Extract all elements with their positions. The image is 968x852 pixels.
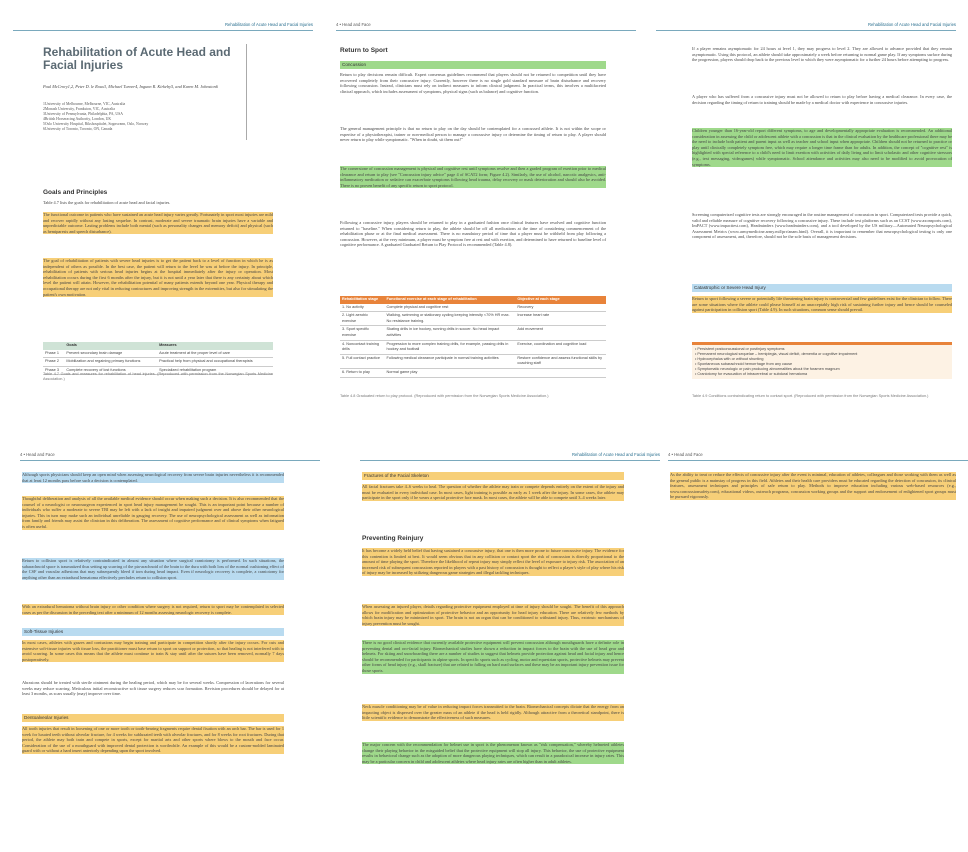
table-cell: Complete recovery of lost functions [64, 366, 157, 375]
paragraph: If a player remains asymptomatic for 24 hours at level 1, they may progress to level 2. They are allowed to advance provided that they remain asymptomatic. Using this protocol, an athlete should take approximately a week before returning to normal game play. If any symptoms surface during the progression, players should drop back to the previous level to which they were asymptomatic for a further 24 hours before attempting to progress. [692, 46, 952, 63]
table-cell [515, 368, 606, 377]
table-header: Objective at each stage [515, 296, 606, 304]
table-cell: Phase 1 [43, 350, 64, 358]
table-cell: Skating drills in ice hockey, running drills in soccer. No head impact activities [385, 326, 516, 340]
table-row [340, 354, 606, 368]
paragraph: All facial fractures take 4–6 weeks to heal. The question of whether the athlete may train or compete depends entirely on the extent of the injury and must be evaluated in every individual case. In most cases, light training is possible as early as 1 week after the injury. In some cases, the athlete may participate in the sport only if he wears a special protective face mask. In most cases, the athlete will be able to compete until 3–4 weeks later. [362, 484, 624, 501]
table-row [43, 358, 273, 367]
section-heading: Return to Sport [340, 47, 388, 54]
table-row [43, 350, 273, 358]
table-cell: Mobilization and regaining primary functions [64, 358, 157, 367]
table-cell: Increase heart rate [515, 312, 606, 326]
paragraph: A player who has suffered from a concussive injury must not be allowed to return to play before having a medical clearance. In every case, the decision regarding the timing of return to training should be made by a medical doctor with experience in concussive injuries. [692, 94, 952, 105]
page-4 [20, 452, 320, 847]
table-cell: 5. Full contact practice [340, 354, 385, 368]
paragraph: All tooth injuries that result in loosening of one or more tooth or tooth-bearing fragments require dental fixation with an arch bar. The bar is used for 1 week for luxated teeth without alveolar fracture, for 4 weeks for subluxated teeth with alveolar fractures, and for 8 weeks for root fractures. During that period, the athlete may both train and compete in sports, except for martial arts and other sports where blows to the mouth and face occur. Consideration of the use of a mouthguard with improved dental protection is worthwhile. An example of this would be a custom-molded laminated guard with or without a hard insert anteriorly depending upon the sport involved. [22, 726, 284, 754]
paragraph: When assessing an injured player, details regarding protective equipment employed at time of injury should be sought. The benefit of this approach allows for modification and optimization of protective behavior and an opportunity for head injury education. There are relatively few methods by which brain injury may be minimized in sport. The brain is not an organ that can be conditioned to withstand injury. Thus, extrinsic mechanisms of injury prevention must be sought. [362, 604, 624, 626]
table-cell: 2. Light aerobic exercise [340, 312, 385, 326]
authors: Paul McCrory1,2, Peter D. le Roux3, Michael Turner4, Ingunn R. Kirkeby5, and Karen M. Johnston6 [43, 84, 218, 89]
paragraph: The goal of rehabilitation of patients with severe head injuries is to get the patient back to a level of function in which he is as independent of others as possible. In the best case, the patient will return to the level he was at before the injury. In principle, rehabilitation of patients with serious head injuries begins at the hospital immediately after the injury or operation. Most rehabilitation occurs during the first 6 months after the injury, but it is not until a year later that there is any certainty about which level the patient will attain. However, the rehabilitation potential of many patients extends beyond one year. Physical therapy and occupational therapy are not only vital in reducing contractures and improving strength in the extremities, but also for stimulating the patient's own motivation. [43, 258, 273, 297]
table-row [340, 340, 606, 354]
page-6 [668, 452, 968, 612]
table-header: Measures [157, 342, 273, 350]
running-header: Rehabilitation of Acute Head and Facial Injuries [360, 452, 660, 461]
table-cell: Phase 3 [43, 366, 64, 375]
table-cell: Walking, swimming or stationary cycling keeping intensity <70% HR max. No resistance training. [385, 312, 516, 326]
table-caption: Table 4.7 Goals and measures for rehabilitation of head injuries. (Reproduced with permission from the Norwegian Sports Medicine Association.) [43, 372, 273, 381]
table-cell: Complete physical and cognitive rest [385, 304, 516, 312]
paragraph: There is no good clinical evidence that currently available protective equipment will prevent concussion although mouthguards have a definite role in preventing dental and oro-facial injury. Biomechanical studies have shown a reduction in impact forces to the brain with the use of head gear and helmets. For skiing and snowboarding there are a number of studies to suggest that helmets provide protection against head and facial injury and hence should be recommended for participants in alpine sports. In specific sports such as cycling, motor and equestrian sports, protective helmets may prevent other forms of head injury (e.g., skull fracture) that are related to falling on hard road surfaces and these may be an important injury prevention issue for those sports. [362, 640, 624, 673]
affiliation: 4British Horseracing Authority, London, UK [43, 117, 112, 121]
table-cell: Restore confidence and assess functional skills by coaching staff [515, 354, 606, 368]
table-cell: Normal game play [385, 368, 516, 377]
chapter-title: Rehabilitation of Acute Head and Facial Injuries [43, 45, 231, 72]
running-header: 4 • Head and Face [20, 452, 320, 461]
table-caption: Table 4.9 Conditions contraindicating return to contact sport. (Reproduced with permission from the Norwegian Sports Medicine Association.) [692, 394, 929, 398]
subheading: Fractures of the Facial Skeleton [362, 472, 624, 480]
running-header: 4 • Head and Face [668, 452, 968, 461]
subheading: Soft-Tissue Injuries [22, 628, 284, 636]
affiliation: 3University of Pennsylvania, Philadelphia, PA, USA [43, 112, 124, 116]
paragraph: As the ability to treat or reduce the effects of concussive injury after the event is minimal, education of athletes, colleagues and those working with them as well as the general public is a mainstay of progress in this field. Athletes and their health care providers must be educated regarding the detection of concussion, its clinical features, assessment techniques and principles of safe return to play. Methods to improve education including various web-based resources (e.g., www.concussionsafety.com), educational videos, outreach programs, concussion working groups and the support and endorsement of enlightened sport groups must be pursued vigorously. [670, 472, 956, 500]
table-row [340, 368, 606, 377]
table-cell: 6. Return to play [340, 368, 385, 377]
table-header: Goals [64, 342, 157, 350]
paragraph: Screening computerized cognitive tests are strongly encouraged in the routine management of concussion in sport. Computerized tests provide a quick, valid and reliable measure of cognitive recovery following a concussive injury. These include test platforms such as an CCST (www.axonsports.com), ImPACT (www.impacttest.com), Headminders (www.headminders.com), and a tool developed by the US military—Automated Neuropsychological Assessment Metrics (www.armymedicine.army.mil/prr/anam.html). Overall, it is important to remember that neuropsychological testing is only one component of assessment, and, therefore, should not be the sole basis of management decisions. [692, 212, 952, 240]
table-cell: Add movement [515, 326, 606, 340]
table-cell: Exercise, coordination and cognitive load [515, 340, 606, 354]
paragraph: Thoughtful deliberation and analysis of all the available medical evidence should occur when making such a decision. It is also recommended that the counsel of a neurologist or neurosurgeon experienced in sport head injury management be sought. This is an important point because a number of individuals who suffer a moderate to severe TBI may be left with a lack of insight and impaired judgment over and above their other neurological injuries. This in turn may make such an individual unreliable in gauging recovery. The use of neuropsychological assessment as well as information from family and friends may assist the clinician in this deliberation. The assessment of cognitive performance and of clinical symptoms when fatigued is often useful. [22, 496, 284, 529]
paragraph: In most cases, athletes with grazes and contusions may begin training and participate in competition shortly after the injury occurs. For cuts and extensive soft-tissue injuries with tissue loss, the practitioner must base return to sport on support or protection, so that healing is not interfered with to avoid scarring. In some cases this means that the athlete must continue to train & stay until after the sutures have been removed, normally 7 days postoperatively. [22, 640, 284, 662]
paragraph: With an extradural hematoma without brain injury or other condition where surgery is not required, return to sport may be contemplated in selected cases as per the discussion in the preceding text after a minimum of 12 months assessing neurologic recovery is complete. [22, 604, 284, 615]
list-item: • Spontaneous subarachnoid hemorrhage from any cause [695, 362, 793, 366]
paragraph: Return to play decisions remain difficult. Expert consensus guidelines recommend that players should not be returned to competition until they have recovered completely from their concussive injury. Currently, however there is no single gold standard measure of brain disturbance and recovery following concussion. Instead, clinicians must rely on indirect measures to inform clinical judgment. In practical terms, this involves a multifaceted clinical approach, which includes assessment of symptoms, physical signs (such as balance) and cognitive function. [340, 72, 606, 94]
table-cell: Specialized rehabilitation program [157, 366, 273, 375]
rtp-table [340, 296, 606, 378]
table-cell: Practical help from physical and occupational therapists [157, 358, 273, 367]
paragraph: Neck muscle conditioning may be of value in reducing impact forces transmitted to the brain. Biomechanical concepts dictate that the energy from an impacting object is dispersed over the greater mass of an athlete if the head is held rigidly. Although attractive from a theoretical standpoint, there is little scientific evidence to demonstrate the effectiveness of such measures. [362, 704, 624, 721]
section-heading: Goals and Principles [43, 189, 108, 196]
affiliation: 6University of Toronto, Toronto, ON, Canada [43, 127, 113, 131]
paragraph: Children younger than 16-year-old report different symptoms, to age and developmentally appropriate evaluation is recommended. An additional consideration in assessing the child or adolescent athlete with a concussion is that in the clinical evaluation by the healthcare professional there may be the need to include both patient and parent input as well as teacher and school input when appropriate. Children should not be returned to practice or play until clinically completely symptom free, which may require a longer time frame than for adults. In addition, the concept of "cognitive rest" is highlighted with special reference to a child's need to limit exertion with activities of daily living and to limit scholastic and other cognitive stressors (e.g., text messaging, videogames) while symptomatic. School attendance and activities may also need to be modified to avoid provocation of symptoms. [692, 128, 952, 167]
goals-table [43, 342, 273, 375]
contraindications-box [692, 342, 952, 379]
table-header: Rehabilitation stage [340, 296, 385, 304]
list-item: • Craniotomy for evacuation of intracerebral or subdural hematoma [695, 372, 808, 376]
affiliation: 1University of Melbourne, Melbourne, VIC, Australia [43, 102, 126, 106]
list-item: • Permanent neurological sequelae – hemiplegia, visual deficit, dementia or cognitive impairment [695, 352, 858, 356]
running-header: Rehabilitation of Acute Head and Facial Injuries [13, 22, 313, 31]
paragraph: The cornerstone of concussion management is physical and cognitive rest until symptoms resolve and then a graded program of exertion prior to medical clearance and return to play (see "Concussion injury advice" page 4 of SCAT2 form; Figure 4.2). Similarly, the use of alcohol, narcotic analgesics, anti-inflammatory medication or sedative can exacerbate symptoms following head trauma, delay recovery or mask deterioration and should also be avoided. There is no proven benefit of any specific return to sport protocol. [340, 166, 606, 188]
list-item: • Symptomatic neurologic or pain producing abnormalities about the foramen magnum [695, 367, 840, 371]
page-2 [336, 22, 636, 432]
table-cell: Phase 2 [43, 358, 64, 367]
table-header: Functional exercise at each stage of rehabilitation [385, 296, 516, 304]
table-cell: Acute treatment at the proper level of care [157, 350, 273, 358]
table-caption: Table 4.8 Graduated return to play protocol. (Reproduced with permission from the Norwegian Sports Medicine Association.) [340, 394, 549, 398]
table-cell: Recovery [515, 304, 606, 312]
paragraph: Return to sport following a severe or potentially life threatening brain injury is controversial and few guidelines exist for the clinician to follow. There are some situations where the athlete could please himself at an unacceptably high risk of sustaining further injury and hence should be counseled against participation in collision sport (Table 4.9). In such situations, common sense should prevail. [692, 296, 952, 313]
paragraph: Return to collision sport is relatively contraindicated in almost any situation where surgical craniotomy is performed. In such situations, the subarachnoid space is traumatized thus setting up scarring of the pia-arachnoid of the brain to the dura with both loss of the normal cushioning effect of the CSF and vascular adhesions that may subsequently bleed if torn during head impact. Even if neurologic recovery is complete, a craniotomy for anything other than an extradural hematoma effectively precludes return to collision sport. [22, 558, 284, 580]
paragraph: It has become a widely held belief that having sustained a concussive injury, that one is then more prone to future concussive injury. The evidence for this contention is limited at best. It would seem obvious that in any collision or contact sport the risk of concussion is directly proportional to the amount of time playing the sport. Therefore the likelihood of repeat injury may simply reflect the level of exposure to injury risk. The association of an increased risk of subsequent concussions reported in players with a past history of concussion is thought to reflect a player's style of play where his risk of injury may be increased by utilizing dangerous game strategies and illegal tackling techniques. [362, 548, 624, 576]
table-cell: 1. No activity [340, 304, 385, 312]
table-row [340, 326, 606, 340]
table-cell: Progression to more complex training drills, for example, passing drills in hockey and football [385, 340, 516, 354]
section-heading: Preventing Reinjury [362, 535, 424, 542]
table-cell: Prevent secondary brain damage [64, 350, 157, 358]
paragraph: Although sports physicians should keep an open mind when assessing neurological recovery from severe brain injuries nevertheless it is recommended that at least 12 months pass before such a decision is contemplated. [22, 472, 284, 483]
table-row [340, 312, 606, 326]
running-header: Rehabilitation of Acute Head and Facial Injuries [656, 22, 956, 31]
paragraph: The general management principle is that no return to play on the day should be contemplated for a concussed athlete. It is not within the scope or expertise of a physiotherapist, trainer or non-medical person to manage a concussive injury or determine the timing of return to play. A player should never return to play while symptomatic. "When in doubt, sit them out!" [340, 126, 606, 143]
affiliation: 5Oslo University Hospital, Rikshospitalet, Sognsvann, Oslo, Norway [43, 122, 149, 126]
title-rule [246, 44, 247, 140]
paragraph: The functional outcome in patients who have sustained an acute head injury varies greatly. Fortunately in sport most injuries are mild and recover rapidly without any lasting sequelae. In contrast, moderate and severe traumatic brain injuries have a variable and unpredictable outcome. Lasting problems include both mental (such as personality changes and memory deficit) and physical (such as hemiparesis and speech disturbance). [43, 212, 273, 234]
table-cell: Following medical clearance participate in normal training activities [385, 354, 516, 368]
table-cell: 3. Sport specific exercise [340, 326, 385, 340]
paragraph: Following a concussive injury, players should be returned to play in a graduated fashion once clinical features have resolved and cognitive function returned to "baseline." When considering return to play, the athlete should be off all medications at the time of considering commencement of the rehabilitation phase or at the final medical assessment. There is no mandatory period of time that a player must be withheld from play following a concussion. However, at the very minimum, a player must be symptom free at rest and with exertion, and determined to have returned to baseline level of cognitive performance. A graduated Graduated Return to Play Protocol is recommended (Table 4.8). [340, 220, 606, 248]
subheading: Catastrophic or Severe Head Injury [692, 284, 952, 292]
paragraph: The major concern with the recommendation for helmet use in sport is the phenomenon known as "risk compensation," whereby helmeted athletes change their playing behavior in the misguided belief that the protective equipment will stop all injury. This behavior, the use of protective equipment results in behavioral change such as the adoption of more dangerous playing techniques, which can result in a paradoxical increase in injury rates. This may be a particular concern in child and adolescent athletes where head injury rates are often higher than in adult athletes. [362, 742, 624, 764]
table-row [340, 304, 606, 312]
paragraph: Abrasions should be treated with sterile ointment during the healing period, which may be for several weeks. Compression of lacerations for several weeks may reduce scarring. Meticulous initial reconstructive soft tissue surgery reduces scar formation. Revision procedures should be delayed for at least 3 months, as scars usually (may) improve over time. [22, 680, 284, 697]
affiliation: 2Monash University, Frankston, VIC, Australia [43, 107, 115, 111]
page-1 [13, 22, 313, 432]
running-header: 4 • Head and Face [336, 22, 636, 31]
table-header [43, 342, 64, 350]
subheading: Concussion [340, 61, 606, 69]
intro-text: Table 4.7 lists the goals for rehabilitation of acute head and facial injuries. [43, 200, 171, 205]
list-item: • Persistent postconcussional or postinjury symptoms [695, 347, 785, 351]
subheading: Dentoalveolar Injuries [22, 714, 284, 722]
page-5 [360, 452, 660, 847]
table-cell: 4. Noncontact training drills [340, 340, 385, 354]
list-item: • Hydrocephalus with or without shunting [695, 357, 764, 361]
page-3 [656, 22, 956, 432]
